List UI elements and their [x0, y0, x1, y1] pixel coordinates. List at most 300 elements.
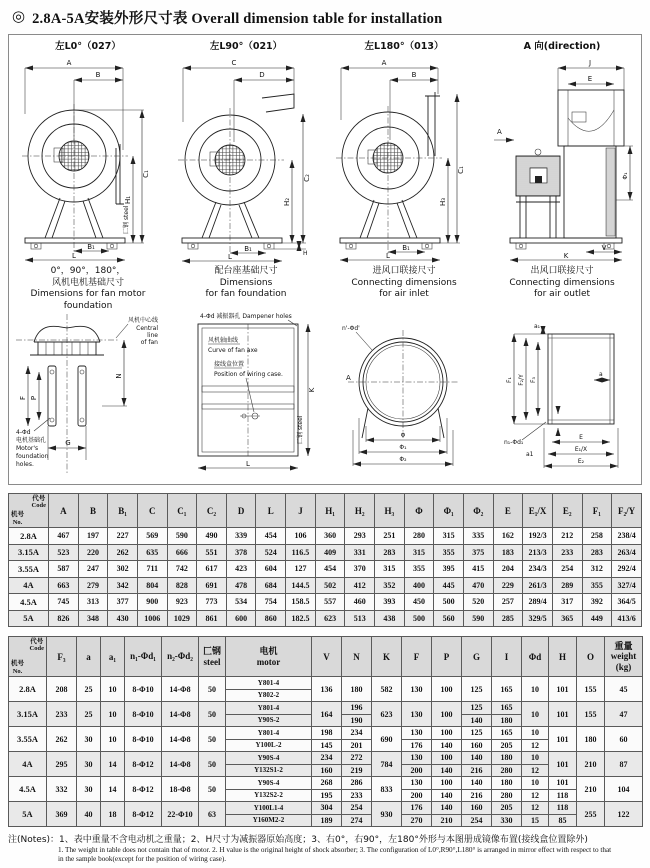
motor-cell: Y90S-2: [226, 714, 312, 727]
motor-cell: 10: [522, 777, 549, 790]
dim-cell: 229: [493, 577, 523, 594]
motor-cell: 165: [492, 677, 522, 702]
dim-cell: 162: [493, 528, 523, 545]
dim-label: F₃: [530, 377, 537, 383]
a-direction-drawing: [486, 52, 638, 264]
dim-col-header: H₂: [345, 494, 375, 528]
fan-axis-label-en: Curve of fan axe: [208, 347, 258, 354]
col-header-i: I: [492, 637, 522, 677]
dim-cell: 234/3: [523, 561, 553, 578]
dim-label: a: [599, 371, 603, 378]
dim-col-header: Φ₁: [434, 494, 464, 528]
dim-cell: 450: [404, 594, 434, 611]
motor-cell: 101: [549, 727, 577, 752]
dim-label: A: [381, 59, 387, 67]
col-header-p: P: [432, 637, 462, 677]
dim-cell: 292/4: [612, 561, 642, 578]
motor-cell: 100: [432, 752, 462, 765]
dim-cell: 238/4: [612, 528, 642, 545]
motor-table-row: [9, 727, 643, 740]
motor-cell: 233: [342, 789, 372, 802]
motor-cell: 255: [577, 802, 605, 827]
motor-cell: 100: [432, 702, 462, 727]
motor-cell: 101: [549, 702, 577, 727]
dim-cell: 355: [434, 544, 464, 561]
dim-cell: 182.5: [286, 610, 316, 627]
row-code: 5A: [9, 610, 49, 627]
dim-cell: 467: [49, 528, 79, 545]
motor-cell: 47: [605, 702, 643, 727]
motor-cell: 125: [462, 702, 492, 715]
dim-cell: 1029: [167, 610, 197, 627]
dim-col-header: Φ₂: [463, 494, 493, 528]
motor-cell: 210: [577, 777, 605, 802]
dim-col-header: B: [78, 494, 108, 528]
dim-cell: 370: [345, 561, 375, 578]
dim-cell: 365: [552, 610, 582, 627]
centerline-label-en: of fan: [140, 339, 158, 346]
outlet-holes-label: n₁-Φd₁: [504, 439, 524, 446]
motor-table-header-row: [9, 637, 643, 677]
dim-col-header: A: [49, 494, 79, 528]
motor-table-body: [9, 677, 643, 827]
motor-cell: 12: [522, 789, 549, 802]
motor-cell: 140: [432, 789, 462, 802]
motor-cell: 8-Φ12: [125, 802, 162, 827]
air-inlet-drawing: [328, 310, 480, 480]
dim-cell: 375: [463, 544, 493, 561]
dim-cell: 263/4: [612, 544, 642, 561]
dim-cell: 158.5: [286, 594, 316, 611]
col-header-a1: a₁: [101, 637, 125, 677]
motor-cell: 165: [492, 727, 522, 740]
dim-cell: 364/5: [612, 594, 642, 611]
motor-cell: Y100L-2: [226, 739, 312, 752]
dim-label: H₁: [124, 195, 132, 205]
motor-cell: 8-Φ10: [125, 702, 162, 727]
dim-cell: 513: [345, 610, 375, 627]
caption-fan-foundation: 配台座基础尺寸 Dimensions for fan foundation: [205, 266, 287, 300]
motor-cell: 18-Φ8: [162, 777, 199, 802]
motor-cell: 130: [402, 702, 432, 727]
motor-cell: 100: [432, 777, 462, 790]
motor-cell: 50: [199, 677, 226, 702]
motor-cell: 295: [47, 752, 77, 777]
motor-cell: 176: [402, 739, 432, 752]
dim-cell: 395: [434, 561, 464, 578]
page-title: 2.8A-5A安装外形尺寸表 Overall dimension table for installation: [32, 11, 443, 27]
motor-cell: 196: [342, 702, 372, 715]
motor-cell: 125: [462, 727, 492, 740]
dim-cell: 144.5: [286, 577, 316, 594]
dim-cell: 635: [137, 544, 167, 561]
motor-cell: 130: [402, 777, 432, 790]
dim-cell: 430: [108, 610, 138, 627]
motor-cell: 200: [402, 764, 432, 777]
col-header-h: H: [549, 637, 577, 677]
dim-label: A: [497, 128, 502, 136]
motor-foundation-drawing: [12, 310, 164, 480]
dim-col-header: H₁: [315, 494, 345, 528]
dim-label: P: [30, 395, 38, 401]
motor-cell: Y801-4: [226, 702, 312, 715]
dim-label: C₁: [142, 170, 150, 178]
dim-cell: 262: [108, 544, 138, 561]
motor-cell: 623: [372, 702, 402, 727]
dim-cell: 520: [463, 594, 493, 611]
dim-cell: 327/4: [612, 577, 642, 594]
motor-cell: 272: [342, 752, 372, 765]
dim-cell: 204: [493, 561, 523, 578]
row-code: 4A: [9, 577, 49, 594]
dim-cell: 460: [345, 594, 375, 611]
dim-cell: 313: [78, 594, 108, 611]
motor-holes-label: 电机基础孔: [16, 437, 47, 444]
dim-cell: 500: [404, 610, 434, 627]
dim-label: E: [587, 75, 593, 83]
dim-label: J: [588, 59, 592, 67]
col-header-f: F: [402, 637, 432, 677]
dim-col-header: F₂/Y: [612, 494, 642, 528]
motor-cell: 140: [432, 764, 462, 777]
dim-label: A: [346, 374, 351, 382]
dim-cell: 900: [137, 594, 167, 611]
motor-cell: 25: [77, 677, 101, 702]
motor-cell: 130: [402, 677, 432, 702]
dim-cell: 285: [493, 610, 523, 627]
dim-label: a₁: [534, 323, 541, 330]
motor-cell: 4A: [9, 752, 47, 777]
motor-cell: 40: [77, 802, 101, 827]
dim-cell: 116.5: [286, 544, 316, 561]
centerline-label-en: line: [147, 332, 158, 339]
motor-cell: 205: [492, 802, 522, 815]
motor-cell: 14-Φ8: [162, 702, 199, 727]
motor-holes-label: Motor's: [16, 445, 39, 452]
motor-cell: 8-Φ10: [125, 677, 162, 702]
motor-cell: 22-Φ10: [162, 802, 199, 827]
dim-label: L: [228, 253, 232, 261]
dim-cell: 393: [375, 594, 405, 611]
motor-cell: 100: [432, 727, 462, 740]
dim-label: B: [95, 71, 101, 79]
dim-label: K: [563, 252, 569, 260]
dim-cell: 438: [375, 610, 405, 627]
motor-cell: 160: [312, 764, 342, 777]
dim-cell: 445: [434, 577, 464, 594]
dim-col-header: C: [137, 494, 167, 528]
dim-cell: 684: [256, 577, 286, 594]
dim-cell: 315: [404, 544, 434, 561]
motor-cell: 304: [312, 802, 342, 815]
dim-cell: 923: [167, 594, 197, 611]
dim-cell: 317: [552, 594, 582, 611]
dim-table-row: [9, 561, 642, 578]
dim-cell: 623: [315, 610, 345, 627]
motor-cell: 180: [492, 714, 522, 727]
dim-cell: 524: [256, 544, 286, 561]
motor-cell: 63: [199, 802, 226, 827]
dim-table-row: [9, 544, 642, 561]
motor-cell: 14: [101, 752, 125, 777]
motor-cell: 30: [77, 752, 101, 777]
motor-cell: 45: [605, 677, 643, 702]
dim-label: Φ₂: [399, 456, 407, 463]
drawing-row-1: [9, 52, 641, 264]
dim-label: F: [19, 395, 27, 401]
dim-cell: 587: [49, 561, 79, 578]
motor-cell: 180: [342, 677, 372, 702]
drawing-panel: [8, 34, 642, 485]
motor-cell: 216: [462, 789, 492, 802]
dim-label: L: [386, 252, 390, 260]
motor-cell: 118: [549, 802, 577, 815]
dim-label: V: [601, 244, 607, 252]
dim-label: L: [72, 252, 76, 260]
dim-label: H₂: [283, 197, 291, 207]
motor-cell: Y90S-4: [226, 777, 312, 790]
dim-col-header: C₁: [167, 494, 197, 528]
dim-cell: 220: [78, 544, 108, 561]
caption-air-inlet: 进风口联接尺寸 Connecting dimensions for air inlet: [351, 266, 457, 300]
motor-cell: 125: [462, 677, 492, 702]
dim-cell: 804: [137, 577, 167, 594]
motor-cell: 254: [462, 814, 492, 827]
dim-cell: 742: [167, 561, 197, 578]
air-outlet-drawing: [486, 310, 638, 480]
dim-cell: 258: [582, 528, 612, 545]
motor-cell: 12: [522, 802, 549, 815]
dim-cell: 551: [197, 544, 227, 561]
motor-cell: 25: [77, 702, 101, 727]
dim-label: Φ₁: [399, 444, 407, 451]
motor-cell: 262: [47, 727, 77, 752]
col-header-steel: 匚钢 steel: [199, 637, 226, 677]
dim-cell: 213/3: [523, 544, 553, 561]
motor-table-row: [9, 702, 643, 715]
dim-label: C₁: [457, 166, 465, 174]
motor-cell: 332: [47, 777, 77, 802]
motor-table-row: [9, 677, 643, 690]
motor-cell: 180: [492, 752, 522, 765]
dim-cell: 604: [256, 561, 286, 578]
motor-table-row: [9, 802, 643, 815]
dim-cell: 617: [197, 561, 227, 578]
motor-cell: 12: [522, 739, 549, 752]
dim-label: H₃: [439, 197, 447, 207]
dim-label: a1: [526, 451, 534, 458]
dim-col-header: L: [256, 494, 286, 528]
dim-cell: 247: [78, 561, 108, 578]
dim-cell: 826: [49, 610, 79, 627]
motor-cell: Y801-4: [226, 677, 312, 690]
dim-label: K: [308, 387, 316, 393]
motor-cell: Y100L1-4: [226, 802, 312, 815]
dim-cell: 339: [226, 528, 256, 545]
motor-cell: 330: [492, 814, 522, 827]
col-header-nd1: n₁-Φd₁: [125, 637, 162, 677]
dim-cell: 302: [108, 561, 138, 578]
col-header-o: O: [577, 637, 605, 677]
motor-cell: 104: [605, 777, 643, 802]
motor-cell: 280: [492, 789, 522, 802]
motor-cell: 14: [101, 777, 125, 802]
motor-cell: 930: [372, 802, 402, 827]
motor-cell: 8-Φ12: [125, 777, 162, 802]
dim-label: C₂: [303, 174, 311, 182]
motor-cell: 118: [549, 789, 577, 802]
drawing-header-l0: 左L0°（027）: [55, 41, 121, 52]
motor-cell: 101: [549, 677, 577, 702]
centerline-label-zh: 风机中心线: [127, 317, 158, 324]
motor-cell: 205: [492, 739, 522, 752]
dim-col-header: J: [286, 494, 316, 528]
motor-cell: 2.8A: [9, 677, 47, 702]
motor-cell: 198: [312, 727, 342, 740]
motor-cell: 201: [342, 739, 372, 752]
motor-cell: 4.5A: [9, 777, 47, 802]
motor-cell: 10: [101, 702, 125, 727]
motor-cell: 50: [199, 752, 226, 777]
dim-cell: 254: [552, 561, 582, 578]
motor-cell: 50: [199, 777, 226, 802]
motor-cell: 18: [101, 802, 125, 827]
dim-cell: 523: [49, 544, 79, 561]
motor-cell: 14-Φ8: [162, 677, 199, 702]
wiring-label-zh: 接线盒位置: [214, 361, 245, 368]
dim-cell: 773: [197, 594, 227, 611]
motor-cell: 180: [577, 727, 605, 752]
dim-cell: 283: [582, 544, 612, 561]
motor-cell: 122: [605, 802, 643, 827]
dim-cell: 360: [315, 528, 345, 545]
motor-cell: 216: [462, 764, 492, 777]
dim-cell: 409: [315, 544, 345, 561]
motor-cell: 200: [402, 789, 432, 802]
wiring-label-en: Position of wiring case.: [214, 371, 283, 378]
motor-table-row: [9, 777, 643, 790]
caption-motor-foundation: 0°，90°，180°， 风机电机基础尺寸 Dimensions for fan motor foundation: [30, 266, 146, 312]
motor-cell: 140: [462, 714, 492, 727]
dim-table-row: [9, 577, 642, 594]
drawing-headers: [9, 38, 641, 52]
dimension-table: [8, 493, 642, 627]
dim-label: B: [411, 71, 417, 79]
col-header-weight: 重量 weight (kg): [605, 637, 643, 677]
motor-cell: 145: [312, 739, 342, 752]
motor-cell: 210: [432, 814, 462, 827]
dim-table-row: [9, 528, 642, 545]
dim-cell: 283: [375, 544, 405, 561]
col-header-motor: 电机 motor: [226, 637, 312, 677]
motor-cell: 14-Φ8: [162, 752, 199, 777]
motor-cell: 10: [101, 677, 125, 702]
dim-cell: 355: [582, 577, 612, 594]
dim-cell: 192/3: [523, 528, 553, 545]
motor-cell: Y160M2-2: [226, 814, 312, 827]
col-header-g: G: [462, 637, 492, 677]
bullet-icon: ◎: [12, 9, 26, 25]
motor-cell: 8-Φ12: [125, 752, 162, 777]
dim-cell: 478: [226, 577, 256, 594]
dim-table-row: [9, 610, 642, 627]
notes-en: 1. The weight in table does not contain that of motor. 2. H value is the original height of shock absorber; 3. The configuration of L0°,R90°,L180° is arranged in mirror effect with respect to that in the sample book(except for the position of wiring case).: [58, 846, 612, 864]
motor-cell: 10: [522, 752, 549, 765]
dim-cell: 490: [197, 528, 227, 545]
dim-cell: 331: [345, 544, 375, 561]
motor-cell: 10: [522, 677, 549, 702]
row-code: 3.55A: [9, 561, 49, 578]
dim-cell: 279: [78, 577, 108, 594]
dim-cell: 355: [404, 561, 434, 578]
motor-cell: 160: [462, 802, 492, 815]
motor-cell: 140: [432, 802, 462, 815]
dim-cell: 860: [256, 610, 286, 627]
col-header-v: V: [312, 637, 342, 677]
dim-cell: 127: [286, 561, 316, 578]
dim-col-header: E₁/X: [523, 494, 553, 528]
motor-cell: 15: [522, 814, 549, 827]
motor-cell: Y90S-4: [226, 752, 312, 765]
motor-cell: 50: [199, 727, 226, 752]
fan-l0-drawing: [12, 52, 164, 264]
dim-cell: 377: [108, 594, 138, 611]
motor-cell: 10: [101, 727, 125, 752]
fan-l180-drawing: [328, 52, 480, 264]
motor-cell: Y132S2-2: [226, 789, 312, 802]
dim-label: D: [259, 71, 265, 79]
dim-table-body: [9, 528, 642, 627]
steel-label: 匚钢 steel: [123, 205, 130, 234]
dampener-holes-label: 4-Φd 减振器孔 Dampener holes: [200, 313, 292, 320]
centerline-label-en: Central: [136, 325, 158, 332]
dim-cell: 590: [463, 610, 493, 627]
dim-cell: 289: [552, 577, 582, 594]
dim-label: F₁: [506, 377, 513, 383]
col-header-f3: F₃: [47, 637, 77, 677]
motor-cell: 233: [47, 702, 77, 727]
dim-label: Φ: [400, 432, 406, 439]
fan-l90-drawing: [170, 52, 322, 264]
col-header-a: a: [77, 637, 101, 677]
motor-cell: 101: [549, 752, 577, 777]
dim-label: E₂: [577, 458, 585, 465]
dim-cell: 502: [315, 577, 345, 594]
motor-cell: Y132S1-2: [226, 764, 312, 777]
dim-cell: 400: [404, 577, 434, 594]
motor-cell: 5A: [9, 802, 47, 827]
row-code: 4.5A: [9, 594, 49, 611]
motor-cell: 268: [312, 777, 342, 790]
steel-label: 匚钢 steel: [297, 415, 304, 444]
motor-cell: 690: [372, 727, 402, 752]
motor-cell: 190: [342, 714, 372, 727]
drawing-header-l90: 左L90°（021）: [209, 41, 283, 52]
dim-cell: 745: [49, 594, 79, 611]
motor-cell: 85: [549, 814, 577, 827]
dim-cell: 454: [315, 561, 345, 578]
dim-cell: 1006: [137, 610, 167, 627]
motor-cell: 10: [522, 702, 549, 727]
dim-col-header: B₁: [108, 494, 138, 528]
motor-cell: 87: [605, 752, 643, 777]
dim-cell: 233: [552, 544, 582, 561]
dim-label: B₁: [87, 243, 95, 251]
motor-cell: 10: [522, 727, 549, 740]
motor-cell: 582: [372, 677, 402, 702]
dim-cell: 534: [226, 594, 256, 611]
motor-cell: 280: [492, 764, 522, 777]
